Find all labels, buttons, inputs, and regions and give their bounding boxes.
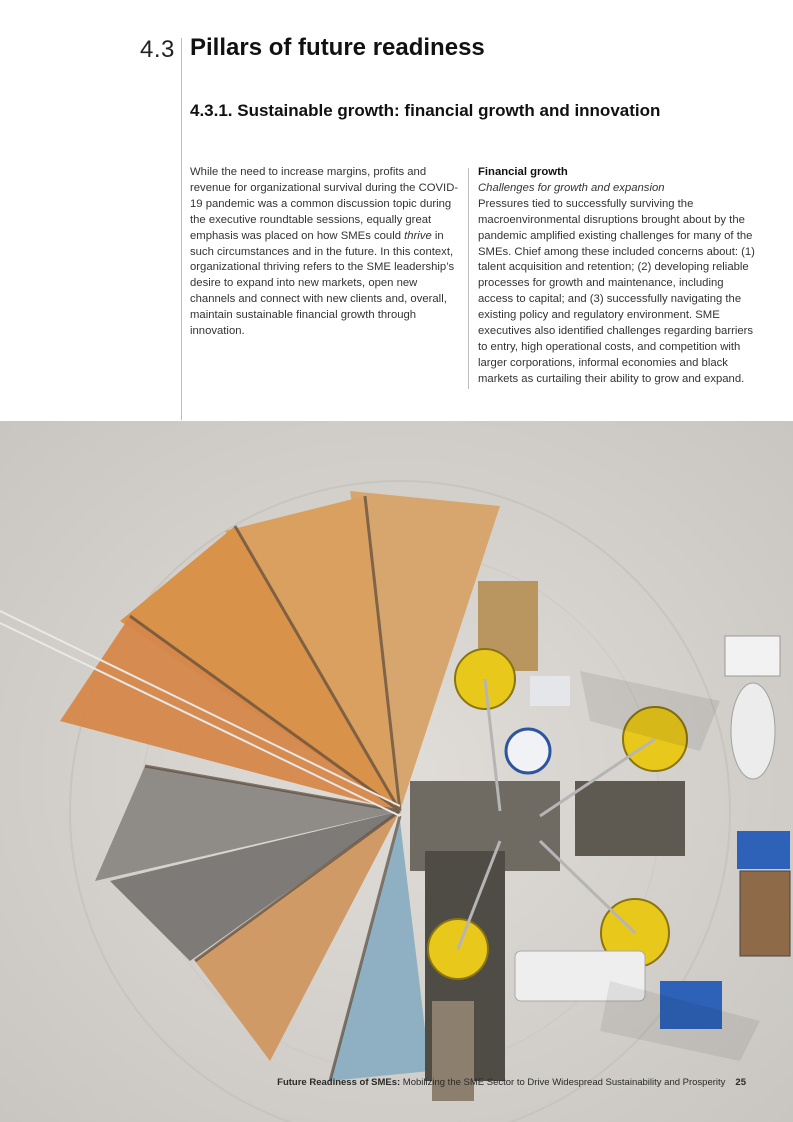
- page-footer: [0, 1077, 746, 1088]
- concrete-plant-illustration: [0, 421, 793, 1122]
- challenges-subheading: Challenges for growth and expansion: [478, 181, 665, 194]
- right-column: [478, 165, 758, 388]
- aerial-photo: [0, 421, 793, 1122]
- footer-title-bold: Future Readiness of SMEs:: [277, 1077, 401, 1088]
- intro-text-a: While the need to increase margins, profits and revenue for organizational survival during the COVID-19 pandemic was a common discussion topic during the executive roundtable sessions, equally great emphasis was placed on how SMEs could: [190, 166, 459, 242]
- section-rule: [181, 38, 182, 420]
- financial-growth-heading: Financial growth: [478, 166, 568, 178]
- page-number: 25: [735, 1077, 746, 1088]
- intro-text-b: in such circumstances and in the future. In this context, organizational thriving refers to the SME leadership’s desire to expand into new markets, open new channels and connect with new clients and, overall, maintain sustainable financial growth through innovation.: [190, 229, 455, 338]
- section-number: 4.3: [140, 36, 175, 63]
- dump-truck-blue: [737, 831, 790, 956]
- subsection-title: 4.3.1. Sustainable growth: financial growth and innovation: [190, 101, 661, 120]
- intro-emphasis: thrive: [404, 229, 432, 242]
- left-column: [190, 165, 462, 340]
- column-divider: [468, 168, 469, 389]
- challenges-body: Pressures tied to successfully surviving the macroenvironmental disruptions brought about by the pandemic amplified existing challenges for many of the SMEs. Chief among these included concerns about: (1) talent acquisition and retention; (2) developing reliable processes for growth and maintenance, including access to capital; and (3) successfully navigating the existing policy and regulatory environment. SME executives also identified challenges regarding barriers to entry, high operational costs, and competition with larger corporations, informal economies and black markets as curtailing their ability to grow and expand.: [478, 197, 755, 385]
- water-tank: [506, 729, 550, 773]
- section-title: Pillars of future readiness: [190, 34, 485, 61]
- footer-title-rest: Mobilizing the SME Sector to Drive Widespread Sustainability and Prosperity: [400, 1077, 726, 1088]
- intro-paragraph: [190, 165, 462, 340]
